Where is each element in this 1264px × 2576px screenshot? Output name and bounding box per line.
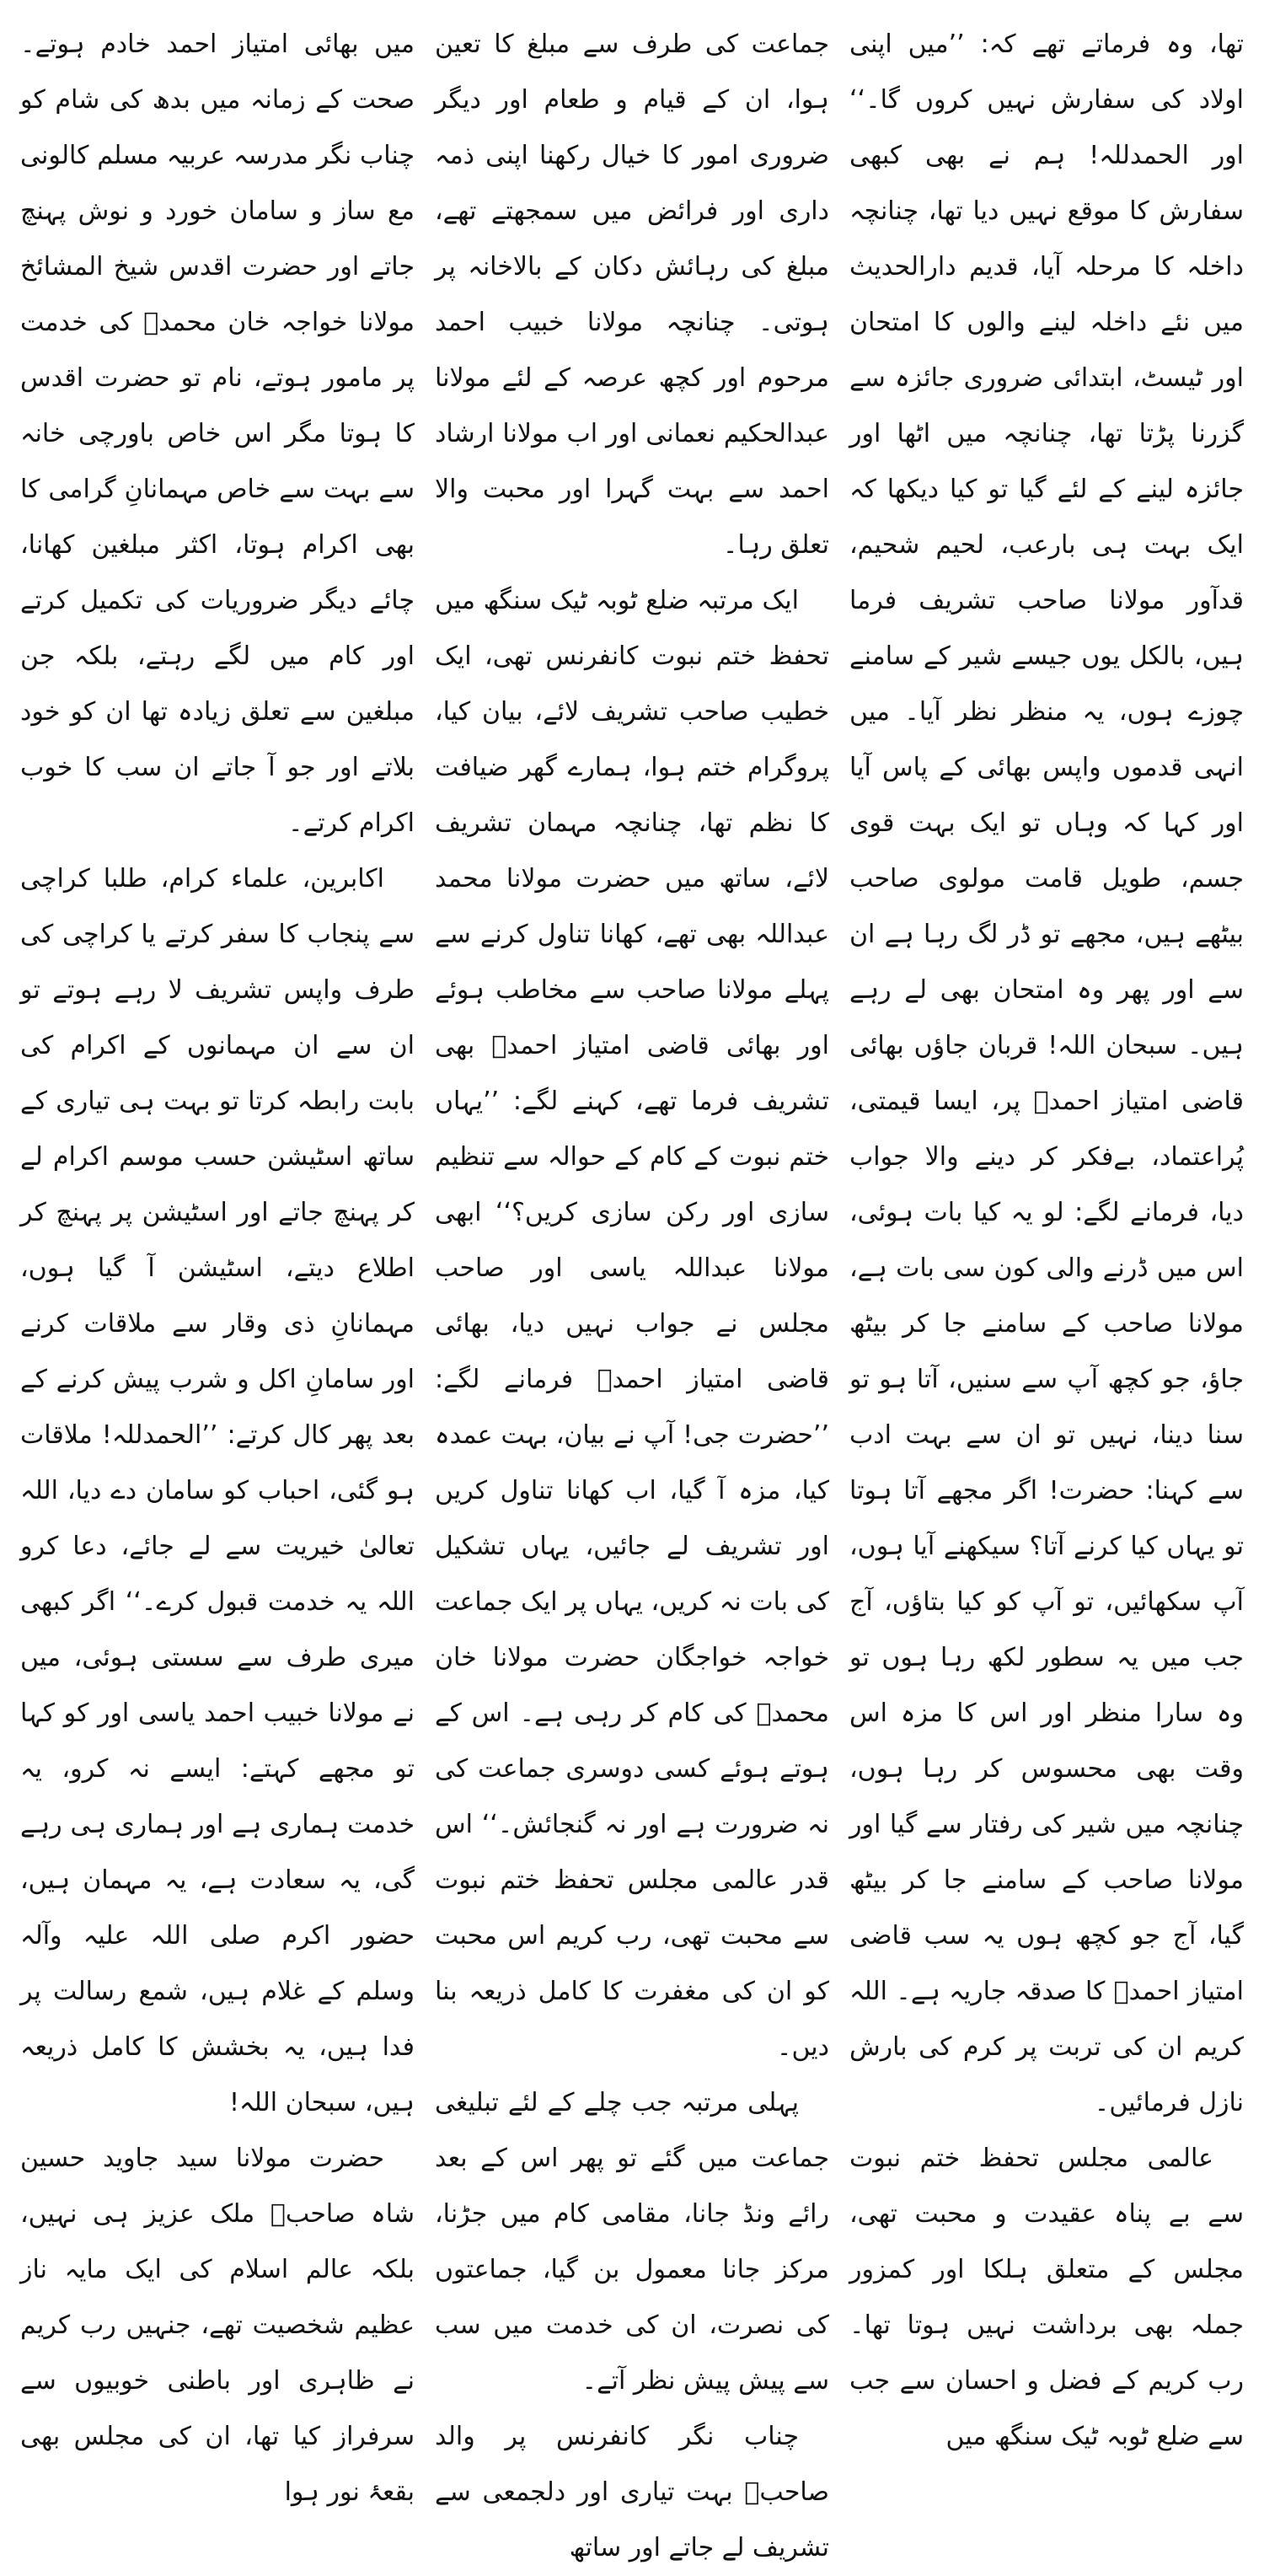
paragraph: چناب نگر کانفرنس پر والد صاحبؒ بہت تیاری اور دلجمعی سے تشریف لے جاتے اور ساتھ [435,2422,829,2563]
paragraph: ایک مرتبہ ضلع ٹوبہ ٹیک سنگھ میں تحفظ ختم نبوت کانفرنس تھی، ایک خطیب صاحب تشریف لائے، بیان کیا، پروگرام ختم ہوا، ہمارے گھر ضیافت کا نظم تھا، چنانچہ مہمان تشریف لائے، ساتھ میں حضرت مولانا محمد عبداللہ بھی تھے، کھانا تناول کرنے سے پہلے مولانا صاحب سے مخاطب ہوئے اور بھائی قاضی امتیاز احمدؒ بھی تشریف فرما تھے، کہنے لگے: ’’یہاں ختم نبوت کے کام کے حوالہ سے تنظیم سازی اور رکن سازی کریں؟‘‘ ابھی مولانا عبداللہ یاسی اور صاحب مجلس نے جواب نہیں دیا، بھائی قاضی امتیاز احمدؒ فرمانے لگے: ’’حضرت جی! آپ نے بیان، بہت عمدہ کیا، مزہ آ گیا، اب کھانا تناول کریں اور تشریف لے جائیں، یہاں تشکیل کی بات نہ کریں، یہاں پر ایک جماعت خواجہ خواجگان حضرت مولانا خان محمدؒ کی کام کر رہی ہے۔ اس کے ہوتے ہوئے کسی دوسری جماعت کی نہ ضرورت ہے اور نہ گنجائش۔‘‘ اس قدر عالمی مجلس تحفظ ختم نبوت سے محبت تھی، رب کریم اس محبت کو ان کی مغفرت کا کامل ذریعہ بنا دیں۔ [435,586,829,2062]
column-left [20,17,415,2507]
paragraph: جماعت کی طرف سے مبلغ کا تعین ہوا، ان کے قیام و طعام اور دیگر ضروری امور کا خیال رکھنا اپنی ذمہ داری اور فرائض میں سمجھتے تھے، مبلغ کی رہائش دکان کے بالاخانہ پر ہوتی۔ چنانچہ مولانا خبیب احمد مرحوم اور کچھ عرصہ کے لئے مولانا عبدالحکیم نعمانی اور اب مولانا ارشاد احمد سے بہت گہرا اور محبت والا تعلق رہا۔ [435,30,829,560]
paragraph: عالمی مجلس تحفظ ختم نبوت سے بے پناہ عقیدت و محبت تھی، مجلس کے متعلق ہلکا اور کمزور جملہ بھی برداشت نہیں ہوتا تھا۔ رب کریم کے فضل و احسان سے جب سے ضلع ٹوبہ ٹیک سنگھ میں [849,2144,1244,2451]
paragraph: اکابرین، علماء کرام، طلبا کراچی سے پنجاب کا سفر کرتے یا کراچی کی طرف واپس تشریف لا رہے ہوتے تو ان سے ان مہمانوں کے اکرام کی بابت رابطہ کرتا تو بہت ہی تیاری کے ساتھ اسٹیشن حسب موسم اکرام لے کر پہنچ جاتے اور اسٹیشن پر پہنچ کر اطلاع دیتے، اسٹیشن آ گیا ہوں، مہمانانِ ذی وقار سے ملاقات کرنے اور سامانِ اکل و شرب پیش کرنے کے بعد پھر کال کرتے: ’’الحمدللہ! ملاقات ہو گئی، احباب کو سامان دے دیا، اللہ تعالیٰ خیریت سے لے جائے، دعا کرو اللہ یہ خدمت قبول کرے۔‘‘ اگر کبھی میری طرف سے سستی ہوئی، میں نے مولانا خبیب احمد یاسی اور کو کہا تو مجھے کہتے: ایسے نہ کرو، یہ خدمت ہماری ہے اور ہماری ہی رہے گی، یہ سعادت ہے، یہ مہمان ہیں، حضور اکرم صلی اللہ علیہ وآلہ وسلم کے غلام ہیں، شمع رسالت پر فدا ہیں، یہ بخشش کا کامل ذریعہ ہیں، سبحان اللہ! [20,864,415,2117]
paragraph: تھا، وہ فرماتے تھے کہ: ’’میں اپنی اولاد کی سفارش نہیں کروں گا۔‘‘ اور الحمدللہ! ہم نے بھی کبھی سفارش کا موقع نہیں دیا تھا، چنانچہ داخلہ کا مرحلہ آیا، قدیم دارالحدیث میں نئے داخلہ لینے والوں کا امتحان اور ٹیسٹ، ابتدائی ضروری جائزہ سے گزرنا پڑتا تھا، چنانچہ میں اٹھا اور جائزہ لینے کے لئے گیا تو کیا دیکھا کہ ایک بہت ہی بارعب، لحیم شحیم، قدآور مولانا صاحب تشریف فرما ہیں، بالکل یوں جیسے شیر کے سامنے چوزے ہوں، یہ منظر نظر آیا۔ میں انہی قدموں واپس بھائی کے پاس آیا اور کہا کہ وہاں تو ایک بہت قوی جسم، طویل قامت مولوی صاحب بیٹھے ہیں، مجھے تو ڈر لگ رہا ہے ان سے اور پھر وہ امتحان بھی لے رہے ہیں۔ سبحان اللہ! قربان جاؤں بھائی قاضی امتیاز احمدؒ پر، ایسا قیمتی، پُراعتماد، بےفکر کر دینے والا جواب دیا، فرمانے لگے: لو یہ کیا بات ہوئی، اس میں ڈرنے والی کون سی بات ہے، مولانا صاحب کے سامنے جا کر بیٹھ جاؤ، جو کچھ آپ سے سنیں، آتا ہو تو سنا دینا، نہیں تو ان سے بہت ادب سے کہنا: حضرت! اگر مجھے آتا ہوتا تو یہاں کیا کرنے آتا؟ سیکھنے آیا ہوں، آپ سکھائیں، تو آپ کو کیا بتاؤں، آج جب میں یہ سطور لکھ رہا ہوں تو وہ سارا منظر اور اس کا مزہ اس وقت بھی محسوس کر رہا ہوں، چنانچہ میں شیر کی رفتار سے گیا اور مولانا صاحب کے سامنے جا کر بیٹھ گیا، آج جو کچھ ہوں یہ سب قاضی امتیاز احمدؒ کا صدقہ جاریہ ہے۔ اللہ کریم ان کی تربت پر کرم کی بارش نازل فرمائیں۔ [849,30,1244,2117]
paragraph: حضرت مولانا سید جاوید حسین شاہ صاحبؒ ملک عزیز ہی نہیں، بلکہ عالم اسلام کی ایک مایہ ناز عظیم شخصیت تھے، جنہیں رب کریم نے ظاہری اور باطنی خوبیوں سے سرفراز کیا تھا، ان کی مجلس بھی بقعۂ نور ہوا [20,2144,415,2507]
column-middle [435,17,829,2563]
paragraph: پہلی مرتبہ جب چلے کے لئے تبلیغی جماعت میں گئے تو پھر اس کے بعد رائے ونڈ جانا، مقامی کام میں جڑنا، مرکز جانا معمول بن گیا، جماعتوں کی نصرت، ان کی خدمت میں سب سے پیش پیش نظر آتے۔ [435,2088,829,2396]
newspaper-page [20,17,1244,2563]
column-right [849,17,1244,2451]
paragraph: میں بھائی امتیاز احمد خادم ہوتے۔ صحت کے زمانہ میں بدھ کی شام کو چناب نگر مدرسہ عربیہ مسلم کالونی مع ساز و سامان خورد و نوش پہنچ جاتے اور حضرت اقدس شیخ المشائخ مولانا خواجہ خان محمدؒ کی خدمت پر مامور ہوتے، نام تو حضرت اقدس کا ہوتا مگر اس خاص باورچی خانہ سے بہت سے خاص مہمانانِ گرامی کا بھی اکرام ہوتا، اکثر مبلغین کھانا، چائے دیگر ضروریات کی تکمیل کرتے اور کام میں لگے رہتے، بلکہ جن مبلغین سے تعلق زیادہ تھا ان کو خود بلاتے اور جو آ جاتے ان سب کا خوب اکرام کرتے۔ [20,30,415,838]
